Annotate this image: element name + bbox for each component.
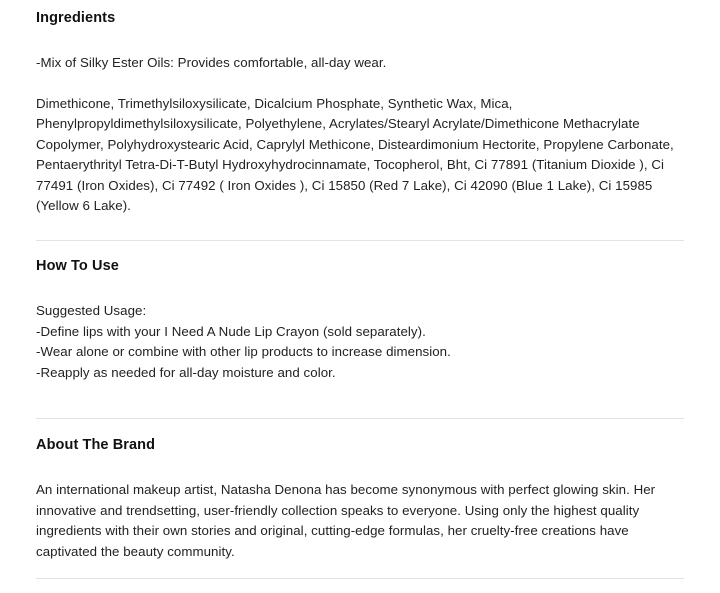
section-divider — [36, 578, 684, 579]
section-title-ingredients: Ingredients — [36, 10, 116, 26]
section-about-the-brand — [36, 437, 684, 562]
section-divider — [36, 240, 684, 241]
section-ingredients — [36, 10, 684, 217]
spacer — [36, 274, 684, 301]
spacer — [36, 26, 684, 53]
how-to-use-line: -Reapply as needed for all-day moisture and color. — [36, 364, 336, 380]
about-the-brand-text: An international makeup artist, Natasha Denona has become synonymous with perfect glowing skin. Her innovative and trendsetting, user-friendly collection speaks to everyone. Using only the highest quality ingredients with their own stories and original, cutting-edge formulas, her cruelty-free creations have captivated the beauty community. — [36, 482, 656, 559]
how-to-use-line: -Define lips with your I Need A Nude Lip Crayon (sold separately). — [36, 323, 426, 339]
section-divider — [36, 418, 684, 419]
how-to-use-line: -Wear alone or combine with other lip products to increase dimension. — [36, 344, 451, 359]
section-title-how-to-use: How To Use — [36, 258, 119, 274]
section-how-to-use — [36, 258, 684, 383]
ingredients-list-text: Dimethicone, Trimethylsiloxysilicate, Dicalcium Phosphate, Synthetic Wax, Mica, Phenylpropyldimethylsiloxysilicate, Polyethylene, Acrylates/Stearyl Acrylate/Dimethicone Methacrylate Copolymer, Polyhydroxystearic Acid, Caprylyl Methicone, Disteardimonium Hectorite, Propylene Carbonate, Pentaerythrityl Tetra-Di-T-Butyl Hydroxyhydrocinnamate, Tocopherol, Bht, Ci 77891 (Titanium Dioxide ), Ci 77491 (Iron Oxides), Ci 77492 ( Iron Oxides ), Ci 15850 (Red 7 Lake), Ci 42090 (Blue 1 Lake), Ci 15985 (Yellow 6 Lake). — [36, 95, 674, 213]
spacer — [36, 453, 684, 480]
ingredients-intro-text: -Mix of Silky Ester Oils: Provides comfortable, all-day wear. — [36, 55, 387, 70]
spacer — [36, 74, 684, 94]
how-to-use-line: Suggested Usage: — [36, 303, 147, 318]
section-title-about-the-brand: About The Brand — [36, 437, 156, 453]
